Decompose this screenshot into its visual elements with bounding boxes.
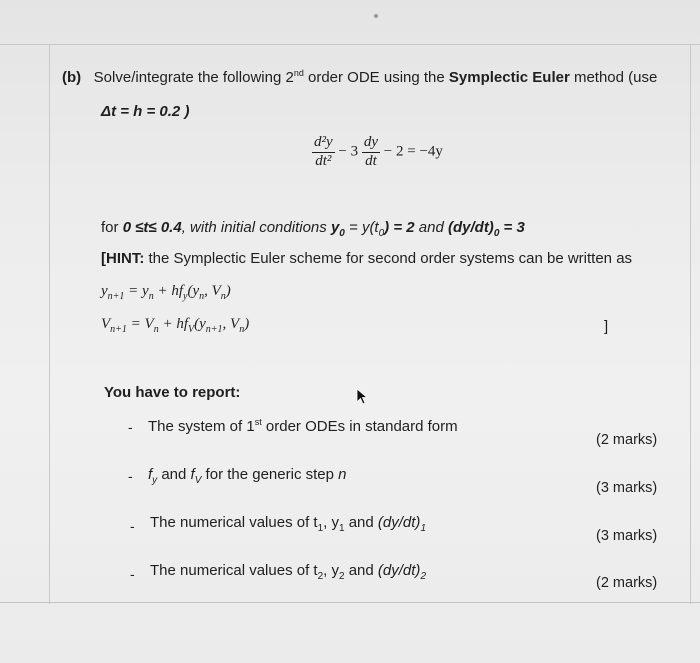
left-frame-line <box>49 44 50 604</box>
ode-equation <box>312 135 443 170</box>
hint-line <box>101 250 632 267</box>
report-item-2: $f_y$ and $f_V$ for the generic step n <box>148 466 347 486</box>
hint-text: the Symplectic Euler scheme for second order systems can be written as <box>144 250 633 267</box>
report-item-4: The numerical values of $t_2$, $y_2$ and $(dy/dt)_2$ <box>150 562 426 582</box>
right-frame-line <box>690 44 691 604</box>
intro-text-1: Solve/integrate the following 2 <box>93 69 294 86</box>
initial-conditions-line: for 0 ≤t≤ 0.4, with initial conditions $y_0 = y(t_0) = 2$ and $(dy/dt)_0 = 3$ <box>101 219 525 239</box>
step-size-line <box>101 103 189 120</box>
hint-close-bracket: ] <box>604 318 609 335</box>
page-dot <box>374 14 378 18</box>
mouse-cursor-icon <box>356 388 370 406</box>
first-derivative: $\frac{dy}{dt}$ <box>363 134 379 169</box>
intro-sup: nd <box>293 68 304 78</box>
scheme-y-equation: $y_{n+1} = y_n + hf_y(y_n$, $V_n$) <box>101 283 231 302</box>
method-name: Symplectic Euler <box>448 69 570 86</box>
intro-text-2: order ODE using the <box>303 69 449 86</box>
equation-rhs: − 2 = −4y <box>383 143 443 160</box>
report-item-1: The system of 1st order ODEs in standard form <box>148 417 458 435</box>
report-item-3-marks: (3 marks) <box>596 528 658 544</box>
part-label: (b) <box>62 69 82 86</box>
second-derivative: $\frac{\text{d²y}}{\text{dt²}}$ <box>314 134 333 169</box>
hint-label: [HINT: <box>101 250 145 267</box>
minus-three: − 3 <box>338 143 359 160</box>
report-item-1-marks: (2 marks) <box>596 432 658 448</box>
bullet: - <box>128 468 133 484</box>
intro-text-3: method (use <box>569 69 658 86</box>
bullet: - <box>128 419 133 435</box>
bullet: - <box>130 566 135 582</box>
bottom-rule <box>0 602 700 603</box>
report-item-2-marks: (3 marks) <box>596 480 658 496</box>
top-rule <box>0 44 700 45</box>
report-item-3: The numerical values of $t_1$, $y_1$ and $(dy/dt)_1$ <box>150 514 426 534</box>
bullet: - <box>130 518 135 534</box>
step-size: Δt = h = 0.2 ) <box>101 103 190 120</box>
question-intro-line <box>62 68 657 86</box>
range-value: 0 ≤t≤ 0.4 <box>122 219 182 236</box>
scheme-v-equation: $V_{n+1} = V_n + hf_V(y_{n+1}$, $V_n$) <box>101 316 250 335</box>
report-item-4-marks: (2 marks) <box>596 575 658 591</box>
report-heading: You have to report: <box>104 384 241 401</box>
